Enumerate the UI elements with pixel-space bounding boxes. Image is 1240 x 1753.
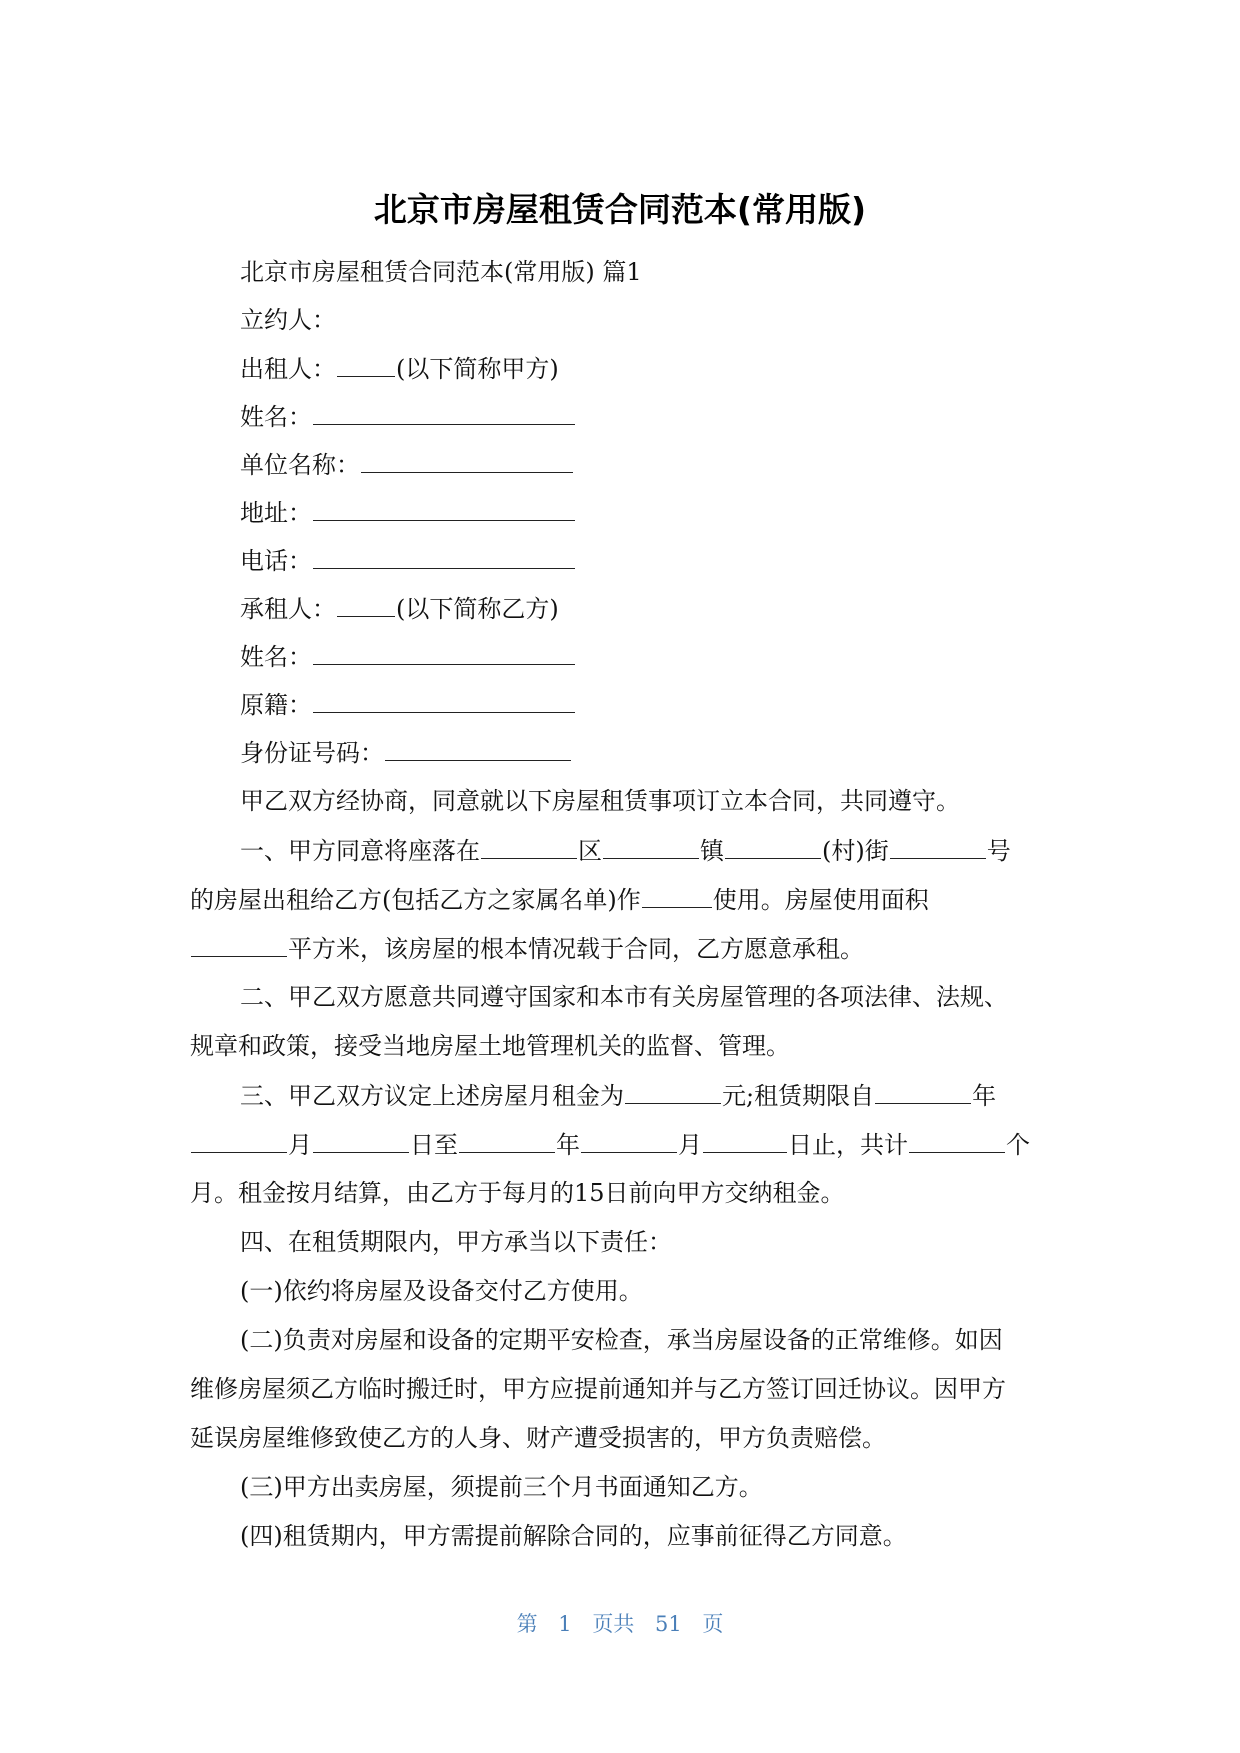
clause3-blank-start-day [313,1126,409,1153]
lessee-suffix: (以下简称乙方) [396,595,559,623]
clause1-blank-village [725,832,821,859]
clause3-blank-rent [625,1077,721,1104]
clause4-item2-line2: 维修房屋须乙方临时搬迁时，甲方应提前通知并与乙方签订回迁协议。因甲方 [190,1375,1006,1403]
page-footer [0,1608,1240,1638]
lessor-unit-blank [361,446,573,473]
clause1-text-c: 镇 [700,837,724,865]
lessor-name-label: 姓名： [240,403,312,431]
clause3-blank-end-day [703,1126,787,1153]
clause1-blank-area [191,930,287,957]
clause3-text-g: 月 [678,1131,702,1159]
lessee-name-line [240,638,1060,675]
clause3-blank-start-month [191,1126,287,1153]
clause3-text-b: 元;租赁期限自 [722,1082,875,1110]
lessee-id-blank [385,734,571,761]
lessee-line [240,590,1060,627]
lessor-phone-line [240,542,1060,579]
footer-suffix: 页 [702,1612,724,1636]
lessor-line [240,350,1060,387]
clause3-blank-end-year [459,1126,555,1153]
lessee-id-line [240,734,1060,771]
lessor-address-blank [313,494,575,521]
clause1-blank-town [603,832,699,859]
clause1-blank-use [642,881,712,908]
lessor-suffix: (以下简称甲方) [396,355,559,383]
lessee-origin-line [240,686,1060,723]
clause1-text-g: 使用。房屋使用面积 [712,886,929,914]
clause1-text-h: 平方米，该房屋的根本情况载于合同，乙方愿意承租。 [288,935,864,963]
clause3-text-i: 个 [1006,1131,1030,1159]
lessee-origin-blank [313,686,575,713]
lessor-address-line [240,494,1060,531]
clause4-heading: 四、在租赁期限内，甲方承当以下责任： [240,1228,672,1256]
footer-mid: 页共 [592,1612,635,1636]
lessor-name-line [240,398,1060,435]
lessor-unit-line [240,446,1060,483]
lessor-blank [337,350,395,377]
clause1-text-a: 一、甲方同意将座落在 [240,837,480,865]
clause1-blank-number [890,832,986,859]
clause3-text-d: 月 [288,1131,312,1159]
lessor-address-label: 地址： [240,499,312,527]
footer-page-number: 1 [558,1612,572,1636]
clause4-item4: (四)租赁期内，甲方需提前解除合同的，应事前征得乙方同意。 [240,1522,907,1550]
lessor-phone-label: 电话： [240,547,312,575]
lessee-id-label: 身份证号码： [240,739,384,767]
lessor-name-blank [313,398,575,425]
clause1-line3 [190,930,1060,967]
clause3-text-e: 日至 [410,1131,458,1159]
clause4-item1: (一)依约将房屋及设备交付乙方使用。 [240,1277,643,1305]
clause3-line2 [190,1126,1060,1163]
clause3-text-a: 三、甲乙双方议定上述房屋月租金为 [240,1082,624,1110]
clause3-text-f: 年 [556,1131,580,1159]
lessor-unit-label: 单位名称： [240,451,360,479]
lessee-origin-label: 原籍： [240,691,312,719]
clause1-line1 [240,832,1060,869]
lessor-prefix: 出租人： [240,355,336,383]
lessee-name-blank [313,638,575,665]
clause3-blank-start-year [875,1077,971,1104]
clause3-text-c: 年 [972,1082,997,1110]
clause3-blank-end-month [581,1126,677,1153]
lessee-blank [337,590,395,617]
clause4-item2-line1: (二)负责对房屋和设备的定期平安检查，承当房屋设备的正常维修。如因 [240,1326,1003,1354]
intro-paragraph: 甲乙双方经协商，同意就以下房屋租赁事项订立本合同，共同遵守。 [240,787,960,815]
clause1-line2 [190,881,1060,918]
clause1-text-b: 区 [578,837,602,865]
lessee-name-label: 姓名： [240,643,312,671]
document-title: 北京市房屋租赁合同范本(常用版) [373,190,867,229]
parties-label: 立约人： [240,306,336,334]
clause4-item3: (三)甲方出卖房屋，须提前三个月书面通知乙方。 [240,1473,763,1501]
clause1-text-e: 号 [986,837,1011,865]
clause1-blank-district [481,832,577,859]
clause3-line1 [240,1077,1060,1114]
lessee-prefix: 承租人： [240,595,336,623]
lessor-phone-blank [313,542,575,569]
clause2-line2: 规章和政策，接受当地房屋土地管理机关的监督、管理。 [190,1032,790,1060]
subtitle: 北京市房屋租赁合同范本(常用版) 篇1 [240,258,642,286]
clause1-text-f: 的房屋出租给乙方(包括乙方之家属名单)作 [190,886,641,914]
clause4-item2-line3: 延误房屋维修致使乙方的人身、财产遭受损害的，甲方负责赔偿。 [190,1424,886,1452]
clause2-line1: 二、甲乙双方愿意共同遵守国家和本市有关房屋管理的各项法律、法规、 [240,983,1008,1011]
clause3-blank-months [909,1126,1005,1153]
clause3-line3: 月。租金按月结算，由乙方于每月的15日前向甲方交纳租金。 [190,1179,845,1207]
footer-page-total: 51 [655,1612,682,1636]
clause3-text-h: 日止，共计 [788,1131,908,1159]
clause1-text-d: (村)街 [822,837,889,865]
footer-prefix: 第 [516,1612,538,1636]
